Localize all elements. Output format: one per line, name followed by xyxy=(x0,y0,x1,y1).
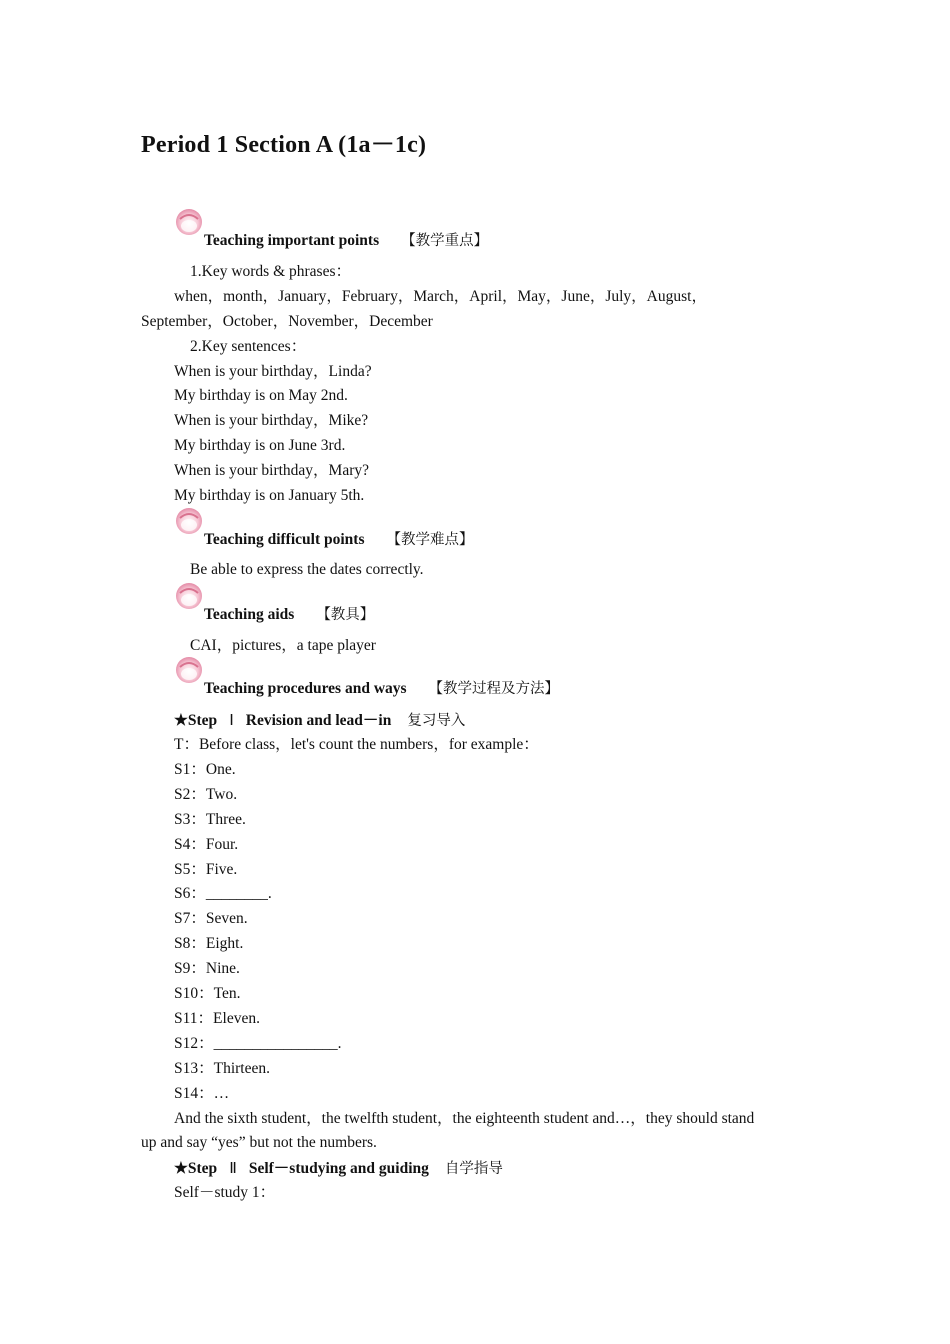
key-sentence: When is your birthday，Linda? xyxy=(174,363,372,380)
dialog-line: S5：Five. xyxy=(174,861,238,878)
key-words-line-1: when，month，January，February，March，April，May，June，July，August， xyxy=(174,288,707,305)
dialog-line: S11：Eleven. xyxy=(174,1010,260,1027)
difficult-text: Be able to express the dates correctly. xyxy=(190,561,424,578)
step-2-heading xyxy=(174,1158,503,1179)
dialog-line: S1：One. xyxy=(174,761,236,778)
section-heading-procedures xyxy=(204,679,559,699)
step-1-heading xyxy=(174,710,465,731)
flower-icon xyxy=(174,581,204,611)
section-heading-important xyxy=(204,231,488,251)
section-heading-aids xyxy=(204,605,374,625)
dialog-line: S12：________________. xyxy=(174,1035,342,1052)
self-study-label: Self－study 1： xyxy=(174,1184,276,1201)
heading-cn: 【教学难点】 xyxy=(386,532,474,548)
paragraph-line-1: And the sixth student，the twelfth student，the eighteenth student and…，they should stand xyxy=(174,1110,755,1127)
heading-en: Teaching aids xyxy=(204,606,295,623)
dialog-line: S4：Four. xyxy=(174,836,239,853)
heading-cn: 【教学重点】 xyxy=(401,233,489,249)
key-sentence: My birthday is on June 3rd. xyxy=(174,437,346,454)
heading-en: Teaching difficult points xyxy=(204,531,365,548)
key-words-line-2: September，October，November，December xyxy=(141,313,433,330)
dialog-line: S2：Two. xyxy=(174,786,238,803)
dialog-line: S3：Three. xyxy=(174,811,246,828)
step-label: ★Step xyxy=(174,1160,218,1177)
dialog-line: S6：________. xyxy=(174,885,272,902)
key-sentences-label: 2.Key sentences： xyxy=(190,338,307,355)
step-title-cn: 自学指导 xyxy=(444,1161,503,1177)
key-sentence: My birthday is on January 5th. xyxy=(174,487,365,504)
dialog-line: S8：Eight. xyxy=(174,935,244,952)
flower-icon xyxy=(174,207,204,237)
step-number: Ⅰ xyxy=(229,711,234,729)
page-title: Period 1 Section A (1a－1c) xyxy=(141,132,427,158)
dialog-line: S9：Nine. xyxy=(174,960,240,977)
key-sentence: When is your birthday，Mike? xyxy=(174,412,369,429)
aids-text: CAI，pictures，a tape player xyxy=(190,637,376,654)
key-sentence: My birthday is on May 2nd. xyxy=(174,387,348,404)
step-title-cn: 复习导入 xyxy=(407,713,466,729)
heading-en: Teaching important points xyxy=(204,232,380,249)
heading-en: Teaching procedures and ways xyxy=(204,680,407,697)
key-words-label: 1.Key words & phrases： xyxy=(190,263,352,280)
dialog-line: S14：… xyxy=(174,1085,230,1102)
step-title: Self－studying and guiding xyxy=(248,1160,429,1177)
flower-icon xyxy=(174,655,204,685)
heading-cn: 【教具】 xyxy=(316,607,375,623)
heading-cn: 【教学过程及方法】 xyxy=(428,681,560,697)
flower-icon xyxy=(174,506,204,536)
step-title: Revision and lead－in xyxy=(245,712,392,729)
paragraph-line-2: up and say “yes” but not the numbers. xyxy=(141,1134,377,1151)
dialog-line: S10：Ten. xyxy=(174,985,241,1002)
dialog-line: S13：Thirteen. xyxy=(174,1060,270,1077)
key-sentence: When is your birthday，Mary? xyxy=(174,462,369,479)
dialog-line: S7：Seven. xyxy=(174,910,248,927)
step-number: Ⅱ xyxy=(229,1159,237,1177)
section-heading-difficult xyxy=(204,530,474,550)
dialog-line: T：Before class，let's count the numbers，for example： xyxy=(174,736,539,753)
step-label: ★Step xyxy=(174,712,218,729)
